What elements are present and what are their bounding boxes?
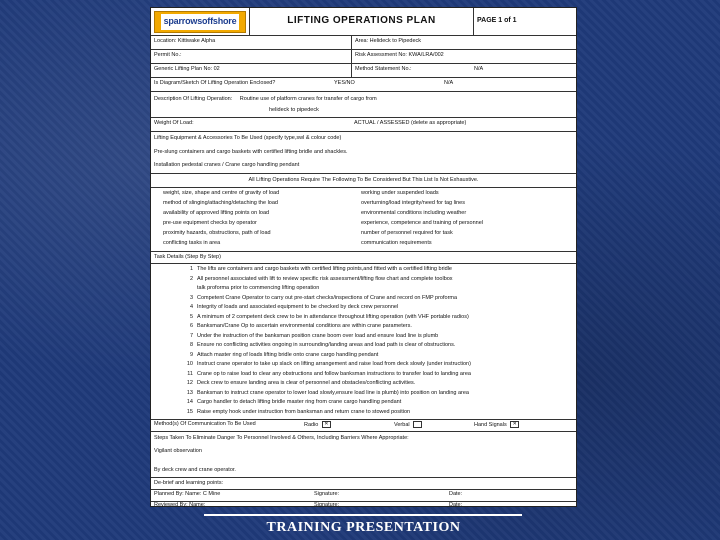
method-statement-value: N/A [474,66,484,72]
form-header [151,8,576,36]
step-number: 3 [189,294,193,301]
steps-taken-line-2: By deck crew and crane operator. [154,467,236,473]
step-number: 7 [189,332,193,339]
permit-field: Permit No.: [154,52,182,58]
diagram-question: Is Diagram/Sketch Of Lifting Operation Enclosed? [154,80,276,86]
comm-hand-signals [471,420,576,431]
task-step [151,304,576,313]
sparrows-logo [154,11,246,33]
task-step [151,371,576,380]
communication-label: Method(s) Of Communication To Be Used [154,421,256,427]
footer-title: TRAINING PRESENTATION [266,520,461,535]
diagram-na: N/A [444,80,454,86]
step-number: 4 [189,304,193,310]
description-line-2: helideck to pipedeck [269,107,319,113]
weight-row [151,118,576,132]
task-step [151,295,576,304]
description-label-line [154,96,573,103]
step-text: Competent Crane Operator to carry out pre-start checks/inspections of Crane and record on FMP proforma [197,294,458,301]
consideration-item: conflicting tasks in area [163,240,221,246]
steps-taken-row [151,432,576,478]
step-text: All personnel associated with lift to review specific risk assessment/lifting flow chart and complete toolbox [197,275,453,282]
step-number: 8 [189,342,193,348]
comm-verbal [391,420,461,431]
consideration-item: method of slinging/attaching/detaching the load [163,200,278,206]
debrief-row [151,478,576,490]
hand-signals-label: Hand Signals [474,421,507,428]
step-text: Crane op to raise load to clear any obstructions and follow banksman instructions to transfer load to landing area [197,370,471,377]
steps-taken-line-1: Vigilant observation [154,448,202,454]
diagram-answer: YES/NO [334,80,355,86]
verbal-checkbox[interactable] [413,421,422,428]
communication-row [151,420,576,432]
consideration-item: environmental conditions including weather [361,210,467,216]
consideration-item: overturning/load integrity/need for tag lines [361,200,465,206]
step-text: Attach master ring of loads lifting bridle onto crane cargo handling pendant [197,351,379,358]
task-step [151,285,576,294]
considerations-heading-row [151,174,576,188]
step-number: 15 [186,408,193,415]
step-text: Ensure no conflicting activities ongoing in surrounding/landing areas and load path is clear of obstructions. [197,342,456,348]
verbal-label: Verbal [394,421,410,428]
step-text: The lifts are containers and cargo baskets with certified lifting points,and fitted with a certified lifting bridle [197,266,452,272]
radio-checkbox[interactable]: ✕ [322,421,331,428]
step-text: Instruct crane operator to take up slack on lifting arrangement and raise load from deck slowly (under instruction) [197,361,471,367]
considerations-right-column [361,190,571,250]
form-title: LIFTING OPERATIONS PLAN [249,8,473,35]
step-text: Banksman/Crane Op to ascertain environmental conditions are within crane parameters. [197,323,412,329]
step-number: 11 [187,370,193,377]
step-text: talk proforma prior to commencing lifting operation [197,285,320,291]
reviewed-signature: Signature: [314,502,340,508]
step-number: 6 [189,323,193,329]
task-details-label: Task Details (Step By Step) [154,254,221,260]
hand-signals-checkbox[interactable]: ✕ [510,421,519,428]
area-field: Area: Helideck to Pipedeck [351,36,576,49]
task-steps [151,264,576,420]
step-text: Under the instruction of the banksman position crane boom over load and ensure load line is plumb [197,332,439,339]
task-step [151,409,576,418]
step-number: 14 [186,399,193,405]
consideration-item: number of personnel required for task [361,230,453,236]
considerations-left-column [163,190,353,250]
task-step [151,266,576,275]
step-number: 5 [189,313,193,320]
description-label: Description Of Lifting Operation: [154,96,233,102]
weight-label: Weight Of Load: [154,120,194,126]
step-number: 13 [186,389,193,396]
debrief-label: De-brief and learning points: [154,480,224,486]
step-text: A minimum of 2 competent deck crew to be in attendance throughout lifting operation (with VHF portable radios) [197,313,469,320]
equipment-line-1: Pre-slung containers and cargo baskets with certified lifting bridle and shackles. [154,149,348,155]
task-step [151,352,576,361]
consideration-item: communication requirements [361,240,432,246]
considerations-list [151,188,576,252]
description-row [151,92,576,118]
step-text: Deck crew to ensure landing area is clear of personnel and obstacles/conflicting activities. [197,380,416,386]
planned-by-row [151,490,576,502]
task-step [151,390,576,399]
task-step [151,314,576,323]
step-number: 2 [189,275,193,282]
steps-taken-label: Steps Taken To Eliminate Danger To Personnel Involved & Others, Including Barriers Where Appropriate: [154,435,409,441]
equipment-line-2: Installation pedestal cranes / Crane cargo handling pendant [154,162,300,168]
planned-by: Planned By: Name: C Mine [154,491,221,497]
consideration-item: working under suspended loads [361,190,439,196]
task-step [151,323,576,332]
location-field: Location: Kittiwake Alpha [154,38,216,44]
reviewed-by: Reviewed By: Name: [154,502,206,508]
reviewed-date: Date: [449,502,463,508]
planned-signature: Signature: [314,491,340,497]
step-text: Integrity of loads and associated equipment to be checked by deck crew personnel [197,304,399,310]
step-text: Banksman to instruct crane operator to lower load slowly,ensure load line is plumb) into position on landing area [197,389,469,396]
step-text: Raise empty hook under instruction from banksman and return crane to stowed position [197,408,411,415]
consideration-item: weight, size, shape and centre of gravity of load [163,190,280,196]
footer-divider [204,514,522,516]
radio-label: Radio [304,421,319,428]
comm-radio [301,420,371,431]
consideration-item: availability of approved lifting points on load [163,210,270,216]
consideration-item: experience, competence and training of personnel [361,220,483,226]
task-step [151,380,576,389]
page-number: PAGE 1 of 1 [473,8,576,35]
planned-date: Date: [449,491,463,497]
task-details-row [151,252,576,264]
task-step [151,361,576,370]
step-number: 1 [189,266,193,272]
consideration-item: proximity hazards, obstructions, path of load [163,230,271,236]
plan-row [151,64,576,78]
task-step [151,333,576,342]
description-line-1: Routine use of platform cranes for transfer of cargo from [239,96,377,102]
task-step [151,276,576,285]
diagram-row [151,78,576,92]
consideration-item: pre-use equipment checks by operator [163,220,257,226]
reviewed-by-row [151,502,576,508]
step-number: 9 [189,351,193,358]
location-row [151,36,576,50]
generic-plan-field: Generic Lifting Plan No: 02 [154,66,220,72]
equipment-label: Lifting Equipment & Accessories To Be Used (specify type,swl & colour code) [154,135,342,141]
logo-text: sparrowsoffshore [161,14,240,29]
step-text: Cargo handler to detach lifting bridle master ring from crane cargo handling pendant [197,399,402,405]
task-step [151,399,576,408]
task-step [151,342,576,351]
risk-assessment-field: Risk Assessment No: KWA/LRA/002 [351,50,576,63]
step-number: 12 [186,380,193,386]
lifting-plan-form [150,7,577,507]
permit-row [151,50,576,64]
step-number: 10 [186,361,193,367]
equipment-row [151,132,576,174]
weight-actual-assessed: ACTUAL / ASSESSED (delete as appropriate) [354,120,467,126]
method-statement-field: Method Statement No.: [351,64,471,77]
considerations-heading: All Lifting Operations Require The Following To Be Considered But This List Is Not Exhaustive. [248,177,479,183]
